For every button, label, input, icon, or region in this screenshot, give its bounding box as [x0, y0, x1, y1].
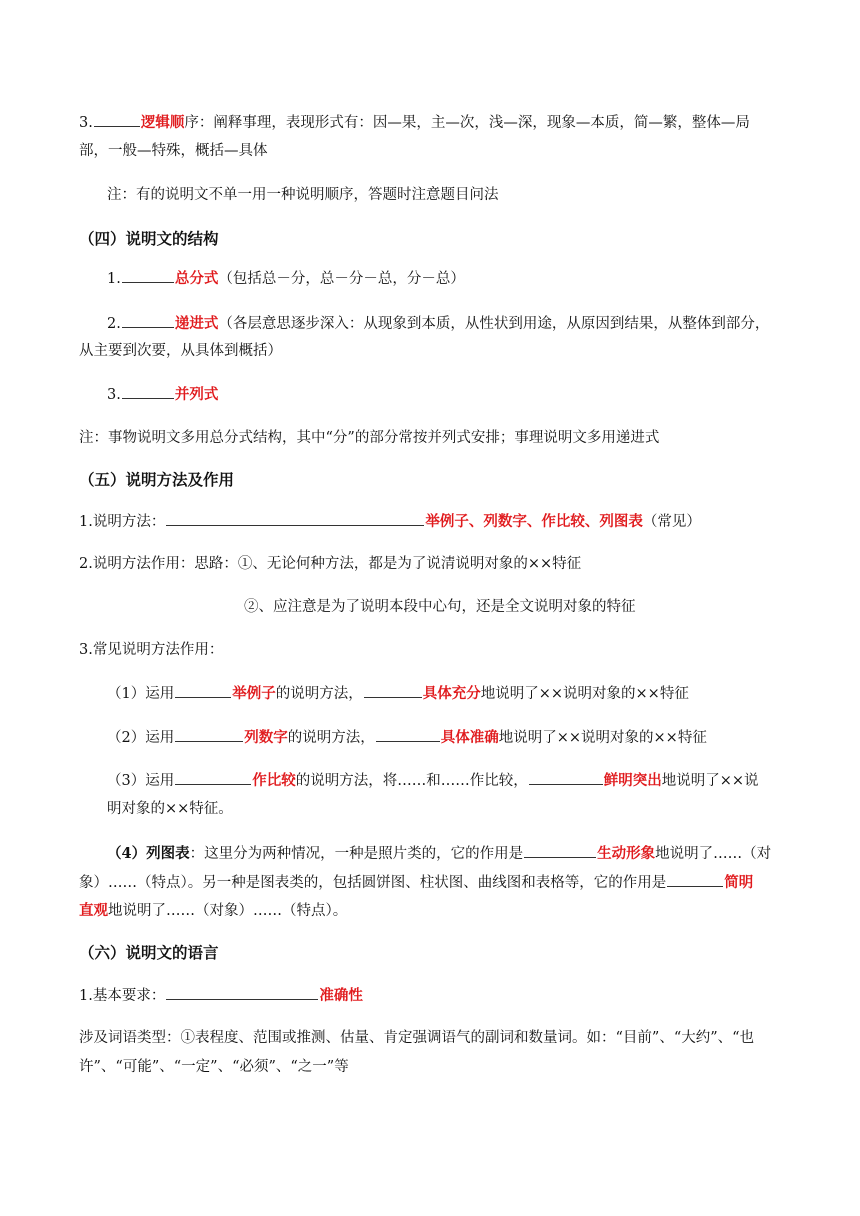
- item-number: 3.: [107, 387, 121, 403]
- heading-methods: （五）说明方法及作用: [79, 470, 235, 489]
- answer-text: 具体充分: [422, 685, 481, 702]
- methods-sub-4: [107, 843, 771, 864]
- structure-item-2-continued: 从主要到次要，从具体到概括）: [79, 343, 282, 359]
- sub-prefix: （3）运用: [107, 773, 175, 789]
- answer-text: 直观: [79, 902, 108, 919]
- sub-text: ：这里分为两种情况，一种是照片类的，它的作用是: [189, 846, 524, 862]
- methods-sub-4-line3: [79, 901, 347, 921]
- answer-text: 鲜明突出: [603, 772, 662, 789]
- answer-blank: [166, 985, 318, 1000]
- answer-text: 递进式: [174, 315, 219, 332]
- answer-blank: [122, 384, 174, 399]
- sub-prefix: （1）运用: [107, 686, 175, 702]
- answer-text: 列数字: [244, 729, 288, 746]
- heading-language: （六）说明文的语言: [79, 943, 219, 962]
- sub-mid: 的说明方法，将……和……作比较，: [295, 773, 528, 789]
- item-label: 1.基本要求：: [79, 988, 166, 1004]
- structure-item-3: [107, 384, 218, 405]
- answer-blank: [175, 683, 231, 698]
- methods-item-2: 2.说明方法作用：思路：①、无论何种方法，都是为了说清说明对象的××特征: [79, 556, 582, 572]
- order-item-3-continued: 部，一般—特殊，概括—具体: [79, 143, 268, 159]
- methods-item-2-line2: ②、应注意是为了说明本段中心句，还是全文说明对象的特征: [244, 599, 636, 615]
- answer-text: 逻辑顺: [140, 114, 185, 131]
- answer-blank: [376, 727, 440, 742]
- note-order: 注：有的说明文不单一用一种说明顺序，答题时注意题目问法: [107, 187, 499, 203]
- answer-blank: [529, 770, 603, 785]
- language-word-types-continued: 许”、“可能”、“一定”、“必须”、“之一”等: [79, 1059, 349, 1075]
- sub-suffix: 地说明了××说: [661, 773, 759, 789]
- methods-sub-3-continued: 明对象的××特征。: [107, 801, 233, 817]
- answer-text: 举例子: [232, 685, 276, 702]
- answer-text: 并列式: [174, 386, 219, 403]
- answer-blank: [667, 872, 723, 887]
- answer-text: 举例子、列数字、作比较、列图表: [425, 513, 643, 530]
- sub-mid: 的说明方法，: [275, 686, 363, 702]
- answer-blank: [166, 511, 424, 526]
- heading-structure: （四）说明文的结构: [79, 229, 219, 248]
- answer-blank: [175, 770, 251, 785]
- order-item-3: [79, 112, 750, 133]
- sub-suffix: 地说明了××说明对象的××特征: [498, 730, 707, 746]
- item-number: 3.: [79, 115, 93, 131]
- answer-blank: [175, 727, 243, 742]
- answer-text: 总分式: [174, 270, 219, 287]
- answer-blank: [122, 268, 174, 283]
- answer-blank: [364, 683, 422, 698]
- item-number: 2.: [107, 316, 121, 332]
- answer-text: 作比较: [252, 772, 296, 789]
- answer-text: 具体准确: [440, 729, 499, 746]
- item-text: （包括总－分，总－分－总，分－总）: [218, 271, 465, 287]
- sub-text: 象）……（特点）。另一种是图表类的，包括圆饼图、柱状图、曲线图和表格等，它的作用是: [79, 875, 667, 891]
- answer-text: 简明: [724, 874, 754, 891]
- sub-suffix: 地说明了××说明对象的××特征: [480, 686, 689, 702]
- language-word-types: 涉及词语类型：①表程度、范围或推测、估量、肯定强调语气的副词和数量词。如：“目前”、“大约”、“也: [79, 1030, 755, 1046]
- answer-text: 准确性: [319, 987, 363, 1004]
- methods-item-3: 3.常见说明方法作用：: [79, 642, 224, 658]
- methods-sub-2: [107, 727, 707, 748]
- note-structure: 注：事物说明文多用总分式结构，其中“分”的部分常按并列式安排；事理说明文多用递进式: [79, 430, 660, 446]
- language-item-1: [79, 985, 363, 1006]
- answer-text: 生动形象: [597, 845, 656, 862]
- answer-blank: [122, 313, 174, 328]
- answer-blank: [524, 843, 596, 858]
- sub-title: 列图表: [146, 845, 190, 862]
- structure-item-1: [107, 268, 465, 289]
- item-number: 1.: [107, 271, 121, 287]
- sub-mid: 的说明方法，: [287, 730, 375, 746]
- sub-prefix: （2）运用: [107, 730, 175, 746]
- sub-prefix: （4）: [107, 845, 147, 862]
- item-text: （各层意思逐步深入：从现象到本质，从性状到用途，从原因到结果，从整体到部分，: [218, 316, 770, 332]
- sub-text: 地说明了……（对象）……（特点）。: [108, 903, 348, 919]
- methods-item-1: [79, 511, 701, 532]
- methods-sub-3: [107, 770, 759, 791]
- answer-blank: [94, 112, 140, 127]
- methods-sub-1: [107, 683, 689, 704]
- item-suffix: （常见）: [642, 514, 701, 530]
- structure-item-2: [107, 313, 769, 334]
- item-label: 1.说明方法：: [79, 514, 166, 530]
- item-text: 序：阐释事理，表现形式有：因—果，主—次，浅—深，现象—本质，简—繁，整体—局: [184, 115, 750, 131]
- sub-text-end: 地说明了……（对: [655, 846, 772, 862]
- methods-sub-4-line2: [79, 872, 753, 893]
